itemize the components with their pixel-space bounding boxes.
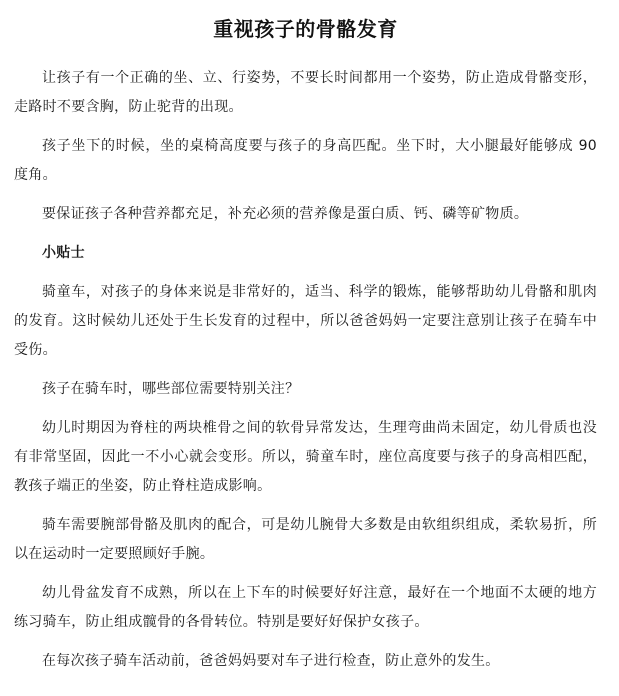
- paragraph-check: 在每次孩子骑车活动前，爸爸妈妈要对车子进行检查，防止意外的发生。: [42, 653, 500, 669]
- tips-heading: 小贴士: [42, 245, 85, 261]
- paragraph-nutrition: 要保证孩子各种营养都充足，补充必须的营养像是蛋白质、钙、磷等矿物质。: [42, 206, 529, 222]
- paragraph-riding-question: 孩子在骑车时，哪些部位需要特别关注？: [42, 381, 300, 397]
- paragraph-spine: 幼儿时期因为脊柱的两块椎骨之间的软骨异常发达，生理弯曲尚未固定，幼儿骨质也没有非常坚固，因此一不小心就会变形。所以，骑童车时，座位高度要与孩子的身高相匹配，教孩子端正的坐姿，防止脊柱造成影响。: [14, 420, 597, 494]
- paragraph-pelvis: 幼儿骨盆发育不成熟，所以在上下车的时候要好好注意，最好在一个地面不太硬的地方练习骑车，防止组成髋骨的各骨转位。特别是要好好保护女孩子。: [14, 585, 597, 630]
- paragraph-sitting: 孩子坐下的时候，坐的桌椅高度要与孩子的身高匹配。坐下时，大小腿最好能够成 90 度角。: [14, 138, 597, 183]
- paragraph-wrist: 骑车需要腕部骨骼及肌肉的配合，可是幼儿腕骨大多数是由软组织组成，柔软易折，所以在运动时一定要照顾好手腕。: [14, 517, 597, 562]
- paragraph-posture: 让孩子有一个正确的坐、立、行姿势，不要长时间都用一个姿势，防止造成骨骼变形，走路时不要含胸，防止驼背的出现。: [14, 70, 597, 115]
- article-title: 重视孩子的骨骼发育: [213, 17, 398, 41]
- paragraph-riding-intro: 骑童车，对孩子的身体来说是非常好的，适当、科学的锻炼，能够帮助幼儿骨骼和肌肉的发育。这时候幼儿还处于生长发育的过程中，所以爸爸妈妈一定要注意别让孩子在骑车中受伤。: [14, 284, 597, 358]
